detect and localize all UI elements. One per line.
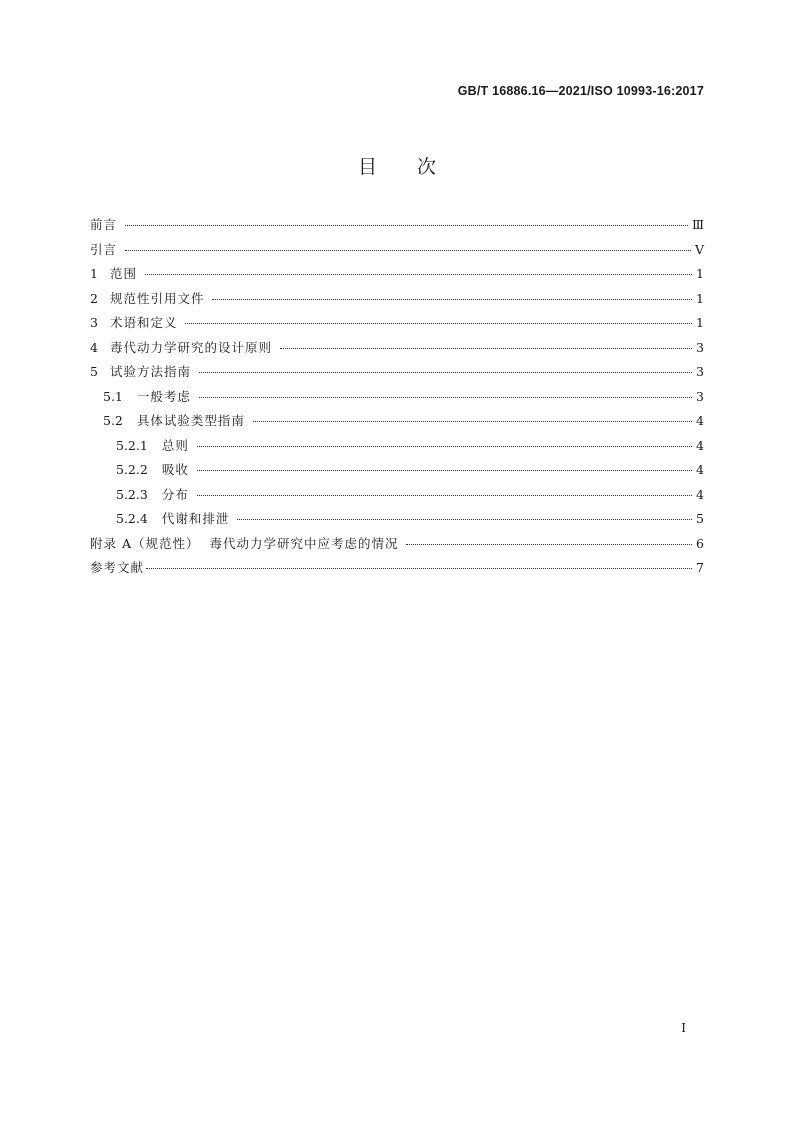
toc-title: 目次 [357, 156, 476, 178]
table-of-contents [90, 215, 704, 583]
toc-entry-1[interactable] [90, 264, 704, 289]
entry-number: 5.2.4 [116, 511, 148, 526]
entry-page: V [694, 241, 704, 257]
dot-leader [253, 421, 692, 422]
entry-page: 4 [696, 413, 704, 428]
entry-title: 参考文献 [90, 560, 145, 575]
entry-title: 总则 [161, 437, 189, 453]
toc-entry-2[interactable] [90, 289, 704, 314]
entry-page: 6 [696, 535, 704, 551]
toc-entry-5-2[interactable] [90, 411, 704, 436]
toc-entry-annex-a[interactable] [90, 534, 704, 559]
entry-number: 5 [90, 364, 98, 379]
entry-page: 4 [696, 437, 704, 453]
entry-title: 规范性引用文件 [109, 290, 205, 306]
standard-code: GB/T 16886.16—2021/ISO 10993-16:2017 [457, 84, 704, 98]
toc-entry-bibliography[interactable] [90, 558, 704, 583]
toc-entry-3[interactable] [90, 313, 704, 338]
entry-page: 1 [696, 290, 704, 306]
dot-leader [197, 495, 692, 496]
toc-entry-5[interactable] [90, 362, 704, 387]
entry-page: 1 [696, 266, 704, 281]
entry-title: 分布 [161, 486, 189, 502]
entry-number: 4 [90, 339, 98, 355]
entry-page: 3 [696, 364, 704, 379]
toc-entry-4[interactable] [90, 338, 704, 363]
toc-entry-foreword[interactable] [90, 215, 704, 240]
dot-leader [280, 348, 692, 349]
dot-leader [145, 274, 692, 275]
entry-page: 3 [696, 388, 704, 404]
dot-leader [237, 519, 692, 520]
dot-leader [125, 250, 691, 251]
entry-title: 一般考虑 [136, 388, 191, 404]
toc-entry-5-2-3[interactable] [90, 485, 704, 510]
entry-title: 范围 [109, 266, 137, 281]
toc-entry-5-2-1[interactable] [90, 436, 704, 461]
entry-number: 2 [90, 290, 98, 306]
entry-title: 毒代动力学研究的设计原则 [109, 339, 272, 355]
entry-page: 4 [696, 486, 704, 502]
entry-page: 4 [696, 462, 704, 477]
dot-leader [197, 470, 692, 471]
entry-title: 术语和定义 [109, 315, 178, 330]
page-number: I [681, 1021, 686, 1035]
entry-number: 5.2.2 [116, 462, 148, 477]
dot-leader [406, 544, 692, 545]
dot-leader [197, 446, 692, 447]
dot-leader [146, 568, 692, 569]
dot-leader [199, 397, 692, 398]
entry-number: 5.2.1 [116, 437, 148, 453]
entry-page: 5 [696, 511, 704, 526]
entry-number: 1 [90, 266, 98, 281]
entry-number: 5.2 [103, 413, 123, 428]
entry-page: 7 [696, 560, 704, 575]
entry-title: 引言 [90, 241, 118, 257]
dot-leader [125, 225, 688, 226]
toc-entry-5-1[interactable] [90, 387, 704, 412]
toc-entry-5-2-2[interactable] [90, 460, 704, 485]
entry-page: 3 [696, 339, 704, 355]
entry-title: 吸收 [161, 462, 189, 477]
dot-leader [212, 299, 692, 300]
toc-entry-introduction[interactable] [90, 240, 704, 265]
entry-page: Ⅲ [691, 217, 704, 232]
entry-title: 附录 A（规范性） 毒代动力学研究中应考虑的情况 [90, 535, 399, 551]
dot-leader [199, 372, 692, 373]
entry-number: 5.1 [103, 388, 123, 404]
entry-title: 具体试验类型指南 [136, 413, 245, 428]
toc-entry-5-2-4[interactable] [90, 509, 704, 534]
entry-page: 1 [696, 315, 704, 330]
dot-leader [185, 323, 692, 324]
entry-title: 前言 [90, 217, 118, 232]
entry-number: 5.2.3 [116, 486, 148, 502]
entry-number: 3 [90, 315, 98, 330]
entry-title: 代谢和排泄 [161, 511, 230, 526]
entry-title: 试验方法指南 [109, 364, 191, 379]
